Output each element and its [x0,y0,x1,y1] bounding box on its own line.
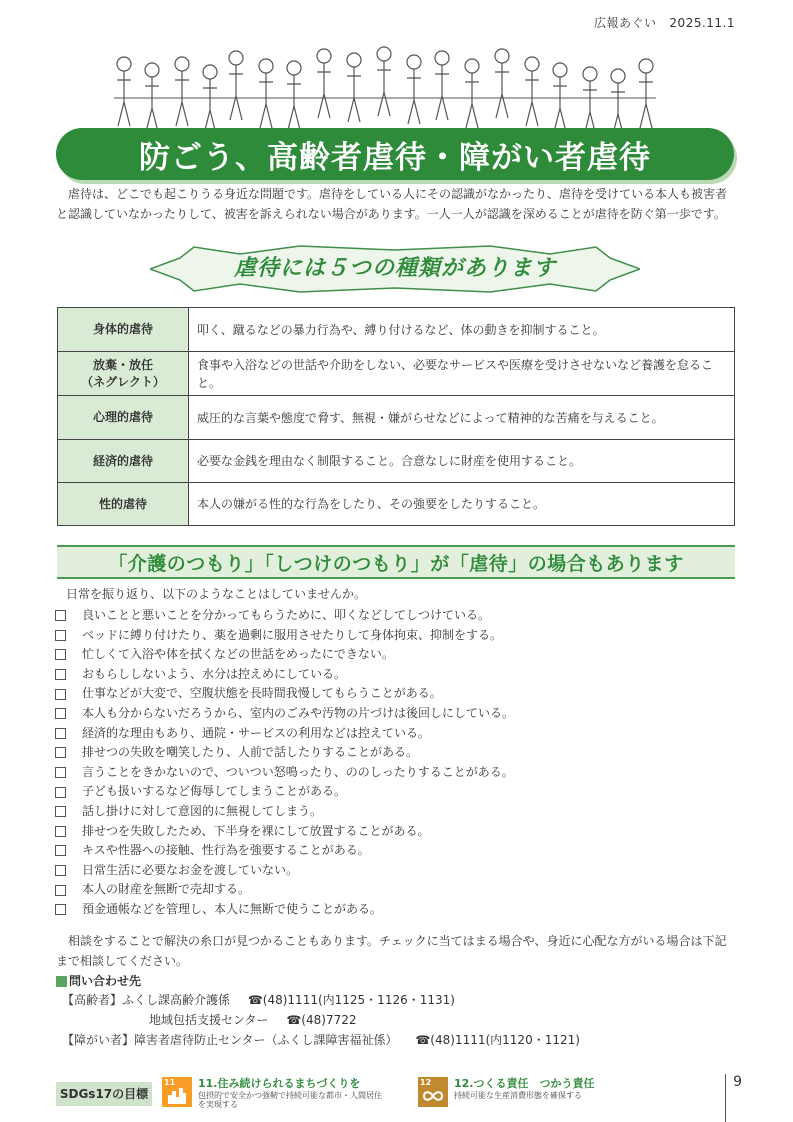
checkbox[interactable] [55,826,66,837]
table-row [58,308,735,352]
checklist-item-text: キスや性器への接触、性行為を強要することがある。 [82,843,370,858]
checklist-item-text: おもらししないよう、水分は控えめにしている。 [82,666,347,681]
page-title: 防ごう、高齢者虐待・障がい者虐待 [139,139,651,176]
list-item[interactable] [55,665,745,685]
checkbox[interactable] [55,767,66,778]
checklist [55,606,745,920]
contact-label: 【高齢者】ふくし課高齢介護係 [62,993,231,1007]
sdg-goal-text [454,1077,595,1107]
sdg-goal-title: 12.つくる責任 つかう責任 [454,1077,595,1090]
checklist-item-text: 話し掛けに対して意図的に無視してしまう。 [82,803,323,818]
list-item[interactable] [55,684,745,704]
consult-text: 相談をすることで解決の糸口が見つかることもあります。チェックに当てはまる場合や、身近に心配な方がいる場合は下記まで相談してください。 [56,934,727,968]
checkbox[interactable] [55,885,66,896]
contact-row [56,1030,580,1050]
sdg-goal-desc: 持続可能な生産消費形態を確保する [454,1091,582,1100]
type-name-main: 放棄・放任 [92,357,153,372]
contact-block [56,972,580,1050]
list-item[interactable] [55,645,745,665]
type-description: 食事や入浴などの世話や介助をしない、必要なサービスや医療を受けさせないなど養護を怠ること。 [189,352,735,396]
checkbox[interactable] [55,649,66,660]
type-name [58,352,189,396]
checklist-item-text: 日常生活に必要なお金を渡していない。 [82,862,299,877]
list-item[interactable] [55,900,745,920]
list-item[interactable] [55,802,745,822]
sdgs-label: SDGs17の目標 [56,1082,152,1106]
types-badge-label: 虐待には５つの種類があります [233,256,556,281]
type-name-sub: （ネグレクト） [81,374,165,389]
page-number: 9 [733,1074,742,1090]
sdg-goal-text [198,1077,382,1109]
checklist-item-text: 言うことをきかないので、ついつい怒鳴ったり、ののしったりすることがある。 [82,764,514,779]
section-heading [57,545,735,579]
intro-text: 虐待は、どこでも起こりうる身近な問題です。虐待をしている人にその認識がなかったり、虐待を受けている本人も被害者と認識していなかったりして、被害を訴えられない場合があります。一人一人が認識を深めることが虐待を防ぐ第一歩です。 [56,187,728,221]
checkbox[interactable] [55,747,66,758]
contact-phone[interactable]: ☎(48)1111(内1125・1126・1131) [247,993,455,1007]
type-name: 性的虐待 [58,483,189,526]
checklist-item-text: 本人も分からないだろうから、室内のごみや汚物の片づけは後回しにしている。 [82,705,515,720]
list-item[interactable] [55,782,745,802]
type-description: 威圧的な言葉や態度で脅す、無視・嫌がらせなどによって精神的な苦痛を与えること。 [189,396,735,440]
checkbox[interactable] [55,630,66,641]
contact-row [56,990,580,1010]
checkbox[interactable] [55,865,66,876]
checkbox[interactable] [55,610,66,621]
list-item[interactable] [55,743,745,763]
sdg-goal-number: 12 [420,1078,432,1087]
footer-divider [725,1074,726,1122]
sdg-goal-11 [162,1077,382,1109]
table-row [58,396,735,440]
sdg-goal-desc: を実現する [198,1100,238,1109]
sdg-goal-desc: 包摂的で安全かつ強靭で持続可能な都市・人間居住 [198,1091,382,1100]
section-heading-text: 「介護のつもり」「しつけのつもり」が「虐待」の場合もあります [108,552,684,575]
list-item[interactable] [55,822,745,842]
checkbox[interactable] [55,806,66,817]
table-row [58,352,735,396]
contact-title [56,972,580,990]
checklist-item-text: 忙しくて入浴や体を拭くなどの世話をめったにできない。 [82,647,394,662]
footer [56,1074,742,1114]
publication-name: 広報あぐい [593,16,657,30]
checkbox[interactable] [55,728,66,739]
contact-title-text: 問い合わせ先 [69,974,142,988]
checkbox[interactable] [55,689,66,700]
list-item[interactable] [55,724,745,744]
checkbox[interactable] [55,669,66,680]
type-description: 叩く、蹴るなどの暴力行為や、縛り付けるなど、体の動きを抑制すること。 [189,308,735,352]
list-item[interactable] [55,606,745,626]
sdg-goal-12 [418,1077,595,1107]
list-item[interactable] [55,841,745,861]
types-badge [150,244,640,294]
checklist-item-text: 排せつを失敗したため、下半身を裸にして放置することがある。 [82,823,430,838]
type-description: 本人の嫌がる性的な行為をしたり、その強要をしたりすること。 [189,483,735,526]
sdg-11-icon [162,1077,192,1107]
checkbox[interactable] [55,904,66,915]
table-row [58,483,735,526]
checkbox[interactable] [55,787,66,798]
page-header [594,14,735,31]
list-item[interactable] [55,880,745,900]
title-banner [56,128,734,180]
type-name: 経済的虐待 [58,440,189,483]
type-description: 必要な金銭を理由なく制限すること。合意なしに財産を使用すること。 [189,440,735,483]
checklist-item-text: 経済的な理由もあり、通院・サービスの利用などは控えている。 [82,725,431,740]
sdg-12-icon [418,1077,448,1107]
checklist-lead: 日常を振り返り、以下のようなことはしていませんか。 [66,587,367,601]
square-bullet-icon [56,976,67,987]
table-row [58,440,735,483]
checkbox[interactable] [55,708,66,719]
checklist-item-text: 仕事などが大変で、空腹状態を長時間我慢してもらうことがある。 [82,686,442,701]
list-item[interactable] [55,763,745,783]
checkbox[interactable] [55,845,66,856]
publication-date: 2025.11.1 [669,16,735,30]
checklist-item-text: 本人の財産を無断で売却する。 [82,882,251,897]
sdg-goal-title: 11.住み続けられるまちづくりを [198,1077,361,1090]
abuse-types-table [57,307,735,526]
type-name: 身体的虐待 [58,308,189,352]
type-name: 心理的虐待 [58,396,189,440]
list-item[interactable] [55,704,745,724]
checklist-item-text: ベッドに縛り付けたり、薬を過剰に服用させたりして身体拘束、抑制をする。 [82,627,503,642]
checklist-item-text: 良いことと悪いことを分かってもらうために、叩くなどしてしつけている。 [82,608,491,622]
list-item[interactable] [55,861,745,881]
contact-row [56,1010,580,1030]
contact-phone[interactable]: ☎(48)7722 [286,1013,357,1027]
list-item[interactable] [55,626,745,646]
checklist-item-text: 排せつの失敗を嘲笑したり、人前で話したりすることがある。 [82,745,419,760]
people-holding-hands-illustration [108,46,668,130]
contact-label: 地域包括支援センター [149,1013,269,1027]
contact-phone[interactable]: ☎(48)1111(内1120・1121) [415,1033,580,1047]
checklist-item-text: 預金通帳などを管理し、本人に無断で使うことがある。 [82,901,383,916]
contact-label: 【障がい者】障害者虐待防止センター（ふくし課障害福祉係） [62,1033,398,1047]
sdg-goal-number: 11 [164,1078,176,1087]
checklist-item-text: 子ども扱いするなど侮辱してしまうことがある。 [82,784,347,799]
